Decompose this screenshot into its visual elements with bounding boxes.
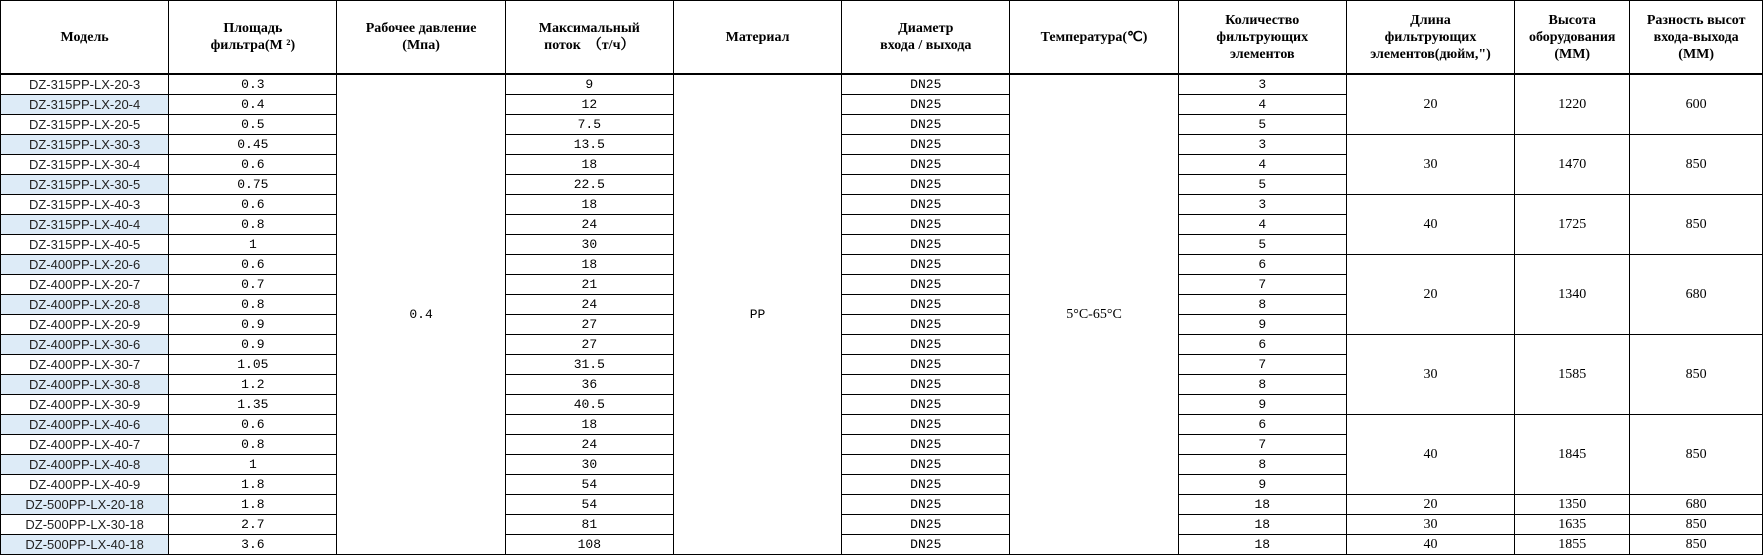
cell-filter-area: 1.8 [169,495,337,515]
cell-filter-area: 1.35 [169,395,337,415]
cell-max-flow: 21 [505,275,673,295]
cell-diameter: DN25 [842,455,1010,475]
cell-element-length: 30 [1346,135,1514,195]
cell-diameter: DN25 [842,355,1010,375]
cell-element-count: 5 [1178,235,1346,255]
cell-filter-area: 0.6 [169,255,337,275]
header-element-length-line3: элементов(дюйм,") [1370,46,1491,62]
cell-element-count: 18 [1178,495,1346,515]
cell-filter-area: 0.8 [169,295,337,315]
cell-max-flow: 40.5 [505,395,673,415]
header-max-flow-line2: поток （т/ч） [544,38,635,53]
cell-model: DZ-400PP-LX-40-8 [1,455,169,475]
cell-max-flow: 18 [505,415,673,435]
cell-element-length: 40 [1346,195,1514,255]
cell-height-difference: 680 [1630,495,1763,515]
cell-diameter: DN25 [842,255,1010,275]
cell-max-flow: 27 [505,315,673,335]
cell-element-count: 7 [1178,435,1346,455]
header-working-pressure [337,1,505,75]
header-temperature [1010,1,1178,75]
cell-element-count: 5 [1178,175,1346,195]
cell-filter-area: 0.45 [169,135,337,155]
cell-height-difference: 850 [1630,195,1763,255]
table-body [1,74,1763,555]
table-row [1,335,1763,355]
cell-element-length: 20 [1346,255,1514,335]
cell-model: DZ-315PP-LX-30-4 [1,155,169,175]
header-equipment-height [1515,1,1630,75]
cell-element-length: 40 [1346,415,1514,495]
cell-model: DZ-400PP-LX-30-9 [1,395,169,415]
header-element-length-line2: фильтрующих [1384,29,1477,45]
cell-filter-area: 0.8 [169,435,337,455]
cell-filter-area: 3.6 [169,535,337,555]
cell-element-count: 4 [1178,95,1346,115]
cell-filter-area: 0.4 [169,95,337,115]
header-working-pressure-line1: Рабочее давление [365,21,477,36]
header-diameter-line2: входа / выхода [880,38,972,53]
header-height-difference-line3: (MM) [1678,46,1715,62]
cell-filter-area: 0.6 [169,195,337,215]
cell-element-length: 30 [1346,335,1514,415]
cell-max-flow: 81 [505,515,673,535]
header-diameter-line1: Диаметр [898,21,954,36]
cell-diameter: DN25 [842,435,1010,455]
table-row [1,135,1763,155]
cell-element-count: 6 [1178,335,1346,355]
cell-element-count: 4 [1178,155,1346,175]
cell-max-flow: 24 [505,435,673,455]
cell-max-flow: 27 [505,335,673,355]
cell-working-pressure: 0.4 [337,74,505,555]
cell-diameter: DN25 [842,155,1010,175]
cell-height-difference: 850 [1630,535,1763,555]
cell-filter-area: 0.9 [169,335,337,355]
cell-max-flow: 18 [505,195,673,215]
cell-element-count: 9 [1178,475,1346,495]
cell-element-length: 40 [1346,535,1514,555]
cell-model: DZ-500PP-LX-30-18 [1,515,169,535]
table-row [1,515,1763,535]
cell-filter-area: 0.3 [169,74,337,95]
cell-element-count: 8 [1178,375,1346,395]
header-equipment-height-line3: (MM) [1554,46,1591,62]
header-filter-area-line2: фильтра(M ²) [210,38,296,53]
cell-model: DZ-400PP-LX-20-8 [1,295,169,315]
cell-model: DZ-315PP-LX-30-5 [1,175,169,195]
cell-model: DZ-500PP-LX-40-18 [1,535,169,555]
cell-element-count: 3 [1178,74,1346,95]
cell-model: DZ-315PP-LX-20-3 [1,74,169,95]
cell-element-count: 5 [1178,115,1346,135]
cell-equipment-height: 1350 [1515,495,1630,515]
header-temperature-text: Температура(℃) [1040,29,1148,45]
cell-height-difference: 850 [1630,515,1763,535]
header-element-count-line3: элементов [1229,46,1295,62]
header-max-flow [505,1,673,75]
cell-equipment-height: 1220 [1515,74,1630,135]
cell-element-count: 6 [1178,415,1346,435]
cell-model: DZ-400PP-LX-30-7 [1,355,169,375]
header-height-difference-line1: Разность высот [1646,12,1746,28]
cell-diameter: DN25 [842,495,1010,515]
cell-equipment-height: 1855 [1515,535,1630,555]
cell-diameter: DN25 [842,515,1010,535]
cell-filter-area: 0.7 [169,275,337,295]
cell-temperature: 5°C-65°C [1010,74,1178,555]
cell-filter-area: 0.75 [169,175,337,195]
cell-diameter: DN25 [842,335,1010,355]
table-row [1,495,1763,515]
cell-diameter: DN25 [842,415,1010,435]
cell-element-count: 7 [1178,275,1346,295]
cell-model: DZ-400PP-LX-20-9 [1,315,169,335]
header-working-pressure-line2: (Мпа) [402,38,440,53]
cell-model: DZ-315PP-LX-40-5 [1,235,169,255]
cell-max-flow: 30 [505,455,673,475]
cell-model: DZ-400PP-LX-30-6 [1,335,169,355]
header-material [673,1,841,75]
cell-model: DZ-315PP-LX-20-5 [1,115,169,135]
cell-element-count: 3 [1178,135,1346,155]
cell-element-count: 18 [1178,535,1346,555]
header-equipment-height-line1: Высота [1548,12,1596,28]
cell-diameter: DN25 [842,275,1010,295]
cell-max-flow: 54 [505,475,673,495]
cell-max-flow: 18 [505,255,673,275]
header-max-flow-line1: Максимальный [538,21,640,36]
cell-max-flow: 24 [505,215,673,235]
cell-max-flow: 31.5 [505,355,673,375]
cell-diameter: DN25 [842,175,1010,195]
cell-filter-area: 2.7 [169,515,337,535]
cell-diameter: DN25 [842,295,1010,315]
header-equipment-height-line2: оборудования [1528,29,1616,45]
cell-max-flow: 13.5 [505,135,673,155]
cell-diameter: DN25 [842,375,1010,395]
cell-diameter: DN25 [842,395,1010,415]
cell-diameter: DN25 [842,475,1010,495]
cell-element-count: 9 [1178,315,1346,335]
cell-equipment-height: 1340 [1515,255,1630,335]
cell-diameter: DN25 [842,95,1010,115]
cell-max-flow: 22.5 [505,175,673,195]
cell-equipment-height: 1635 [1515,515,1630,535]
cell-model: DZ-315PP-LX-40-4 [1,215,169,235]
cell-model: DZ-400PP-LX-40-6 [1,415,169,435]
cell-max-flow: 108 [505,535,673,555]
cell-diameter: DN25 [842,115,1010,135]
cell-model: DZ-400PP-LX-40-7 [1,435,169,455]
header-model-text: Модель [60,29,109,45]
cell-filter-area: 1 [169,235,337,255]
cell-diameter: DN25 [842,135,1010,155]
table-row [1,195,1763,215]
cell-max-flow: 36 [505,375,673,395]
table-row [1,535,1763,555]
cell-element-count: 8 [1178,295,1346,315]
table-row [1,255,1763,275]
cell-model: DZ-500PP-LX-20-18 [1,495,169,515]
cell-equipment-height: 1725 [1515,195,1630,255]
cell-diameter: DN25 [842,74,1010,95]
header-row [1,1,1763,75]
header-element-length-line1: Длина [1410,12,1451,28]
cell-diameter: DN25 [842,195,1010,215]
cell-height-difference: 680 [1630,255,1763,335]
cell-model: DZ-400PP-LX-30-8 [1,375,169,395]
cell-height-difference: 850 [1630,135,1763,195]
cell-max-flow: 12 [505,95,673,115]
cell-height-difference: 600 [1630,74,1763,135]
cell-material: PP [673,74,841,555]
cell-height-difference: 850 [1630,335,1763,415]
table-row [1,415,1763,435]
cell-max-flow: 30 [505,235,673,255]
cell-element-count: 6 [1178,255,1346,275]
header-height-difference [1630,1,1763,75]
header-element-count-line2: фильтрующих [1216,29,1309,45]
cell-filter-area: 1.2 [169,375,337,395]
cell-element-count: 4 [1178,215,1346,235]
header-diameter [842,1,1010,75]
cell-max-flow: 18 [505,155,673,175]
cell-model: DZ-315PP-LX-30-3 [1,135,169,155]
cell-element-length: 30 [1346,515,1514,535]
table-row [1,74,1763,95]
cell-diameter: DN25 [842,535,1010,555]
cell-equipment-height: 1470 [1515,135,1630,195]
header-element-length [1346,1,1514,75]
cell-model: DZ-315PP-LX-40-3 [1,195,169,215]
header-material-text: Материал [725,29,790,45]
cell-model: DZ-315PP-LX-20-4 [1,95,169,115]
cell-equipment-height: 1585 [1515,335,1630,415]
cell-element-count: 18 [1178,515,1346,535]
cell-element-count: 7 [1178,355,1346,375]
header-element-count [1178,1,1346,75]
cell-max-flow: 24 [505,295,673,315]
cell-diameter: DN25 [842,215,1010,235]
cell-filter-area: 1.05 [169,355,337,375]
cell-max-flow: 9 [505,74,673,95]
cell-filter-area: 0.9 [169,315,337,335]
cell-filter-area: 1.8 [169,475,337,495]
cell-element-count: 3 [1178,195,1346,215]
cell-equipment-height: 1845 [1515,415,1630,495]
cell-max-flow: 54 [505,495,673,515]
cell-filter-area: 0.6 [169,415,337,435]
cell-element-length: 20 [1346,495,1514,515]
header-element-count-line1: Количество [1225,12,1300,28]
cell-filter-area: 0.5 [169,115,337,135]
cell-filter-area: 1 [169,455,337,475]
cell-element-count: 8 [1178,455,1346,475]
header-model [1,1,169,75]
cell-element-count: 9 [1178,395,1346,415]
header-filter-area-line1: Площадь [223,21,283,36]
header-height-difference-line2: входа-выхода [1653,29,1739,45]
cell-max-flow: 7.5 [505,115,673,135]
header-filter-area [169,1,337,75]
cell-filter-area: 0.6 [169,155,337,175]
cell-model: DZ-400PP-LX-40-9 [1,475,169,495]
cell-diameter: DN25 [842,315,1010,335]
cell-height-difference: 850 [1630,415,1763,495]
cell-model: DZ-400PP-LX-20-7 [1,275,169,295]
cell-diameter: DN25 [842,235,1010,255]
cell-element-length: 20 [1346,74,1514,135]
cell-filter-area: 0.8 [169,215,337,235]
cell-model: DZ-400PP-LX-20-6 [1,255,169,275]
